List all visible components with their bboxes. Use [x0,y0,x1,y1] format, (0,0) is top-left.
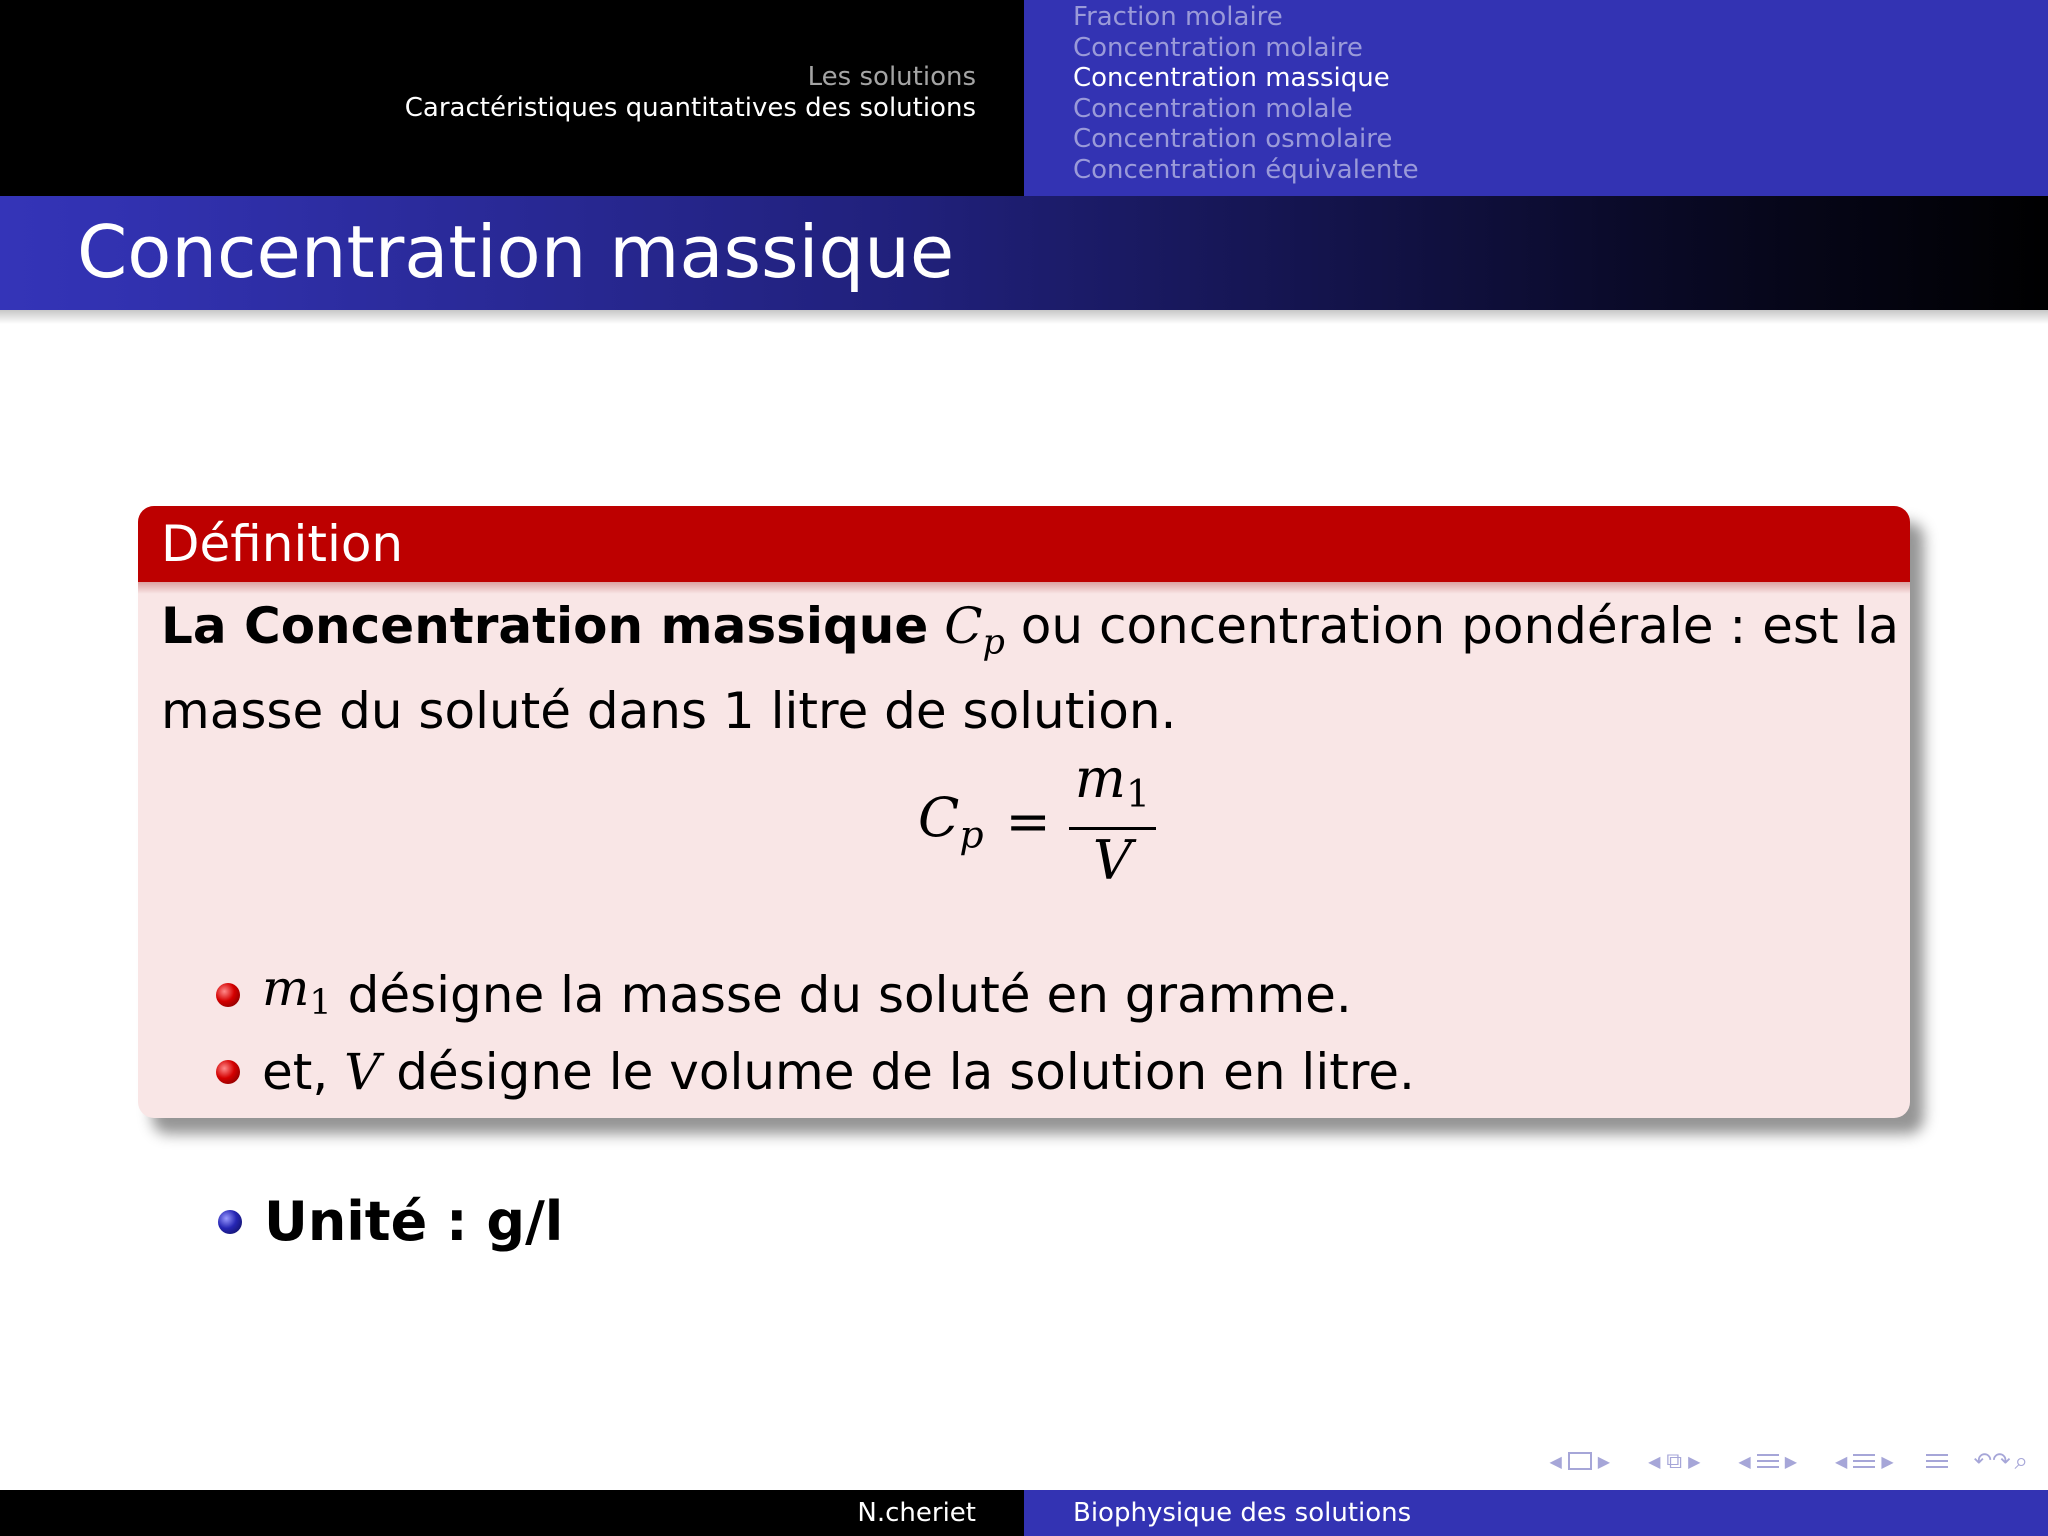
frame-title: Concentration massique [77,210,955,294]
header-left [0,0,1024,196]
nav-item-concentration-equivalente[interactable]: Concentration équivalente [1073,154,1419,185]
nav-prev-slide-icon[interactable]: ◀ [1648,1451,1661,1471]
nav-prev-section-icon[interactable]: ◀ [1835,1451,1848,1471]
nav-item-concentration-massique[interactable]: Concentration massique [1073,63,1390,93]
footer-left [0,1490,1024,1536]
nav-item-concentration-osmolaire[interactable]: Concentration osmolaire [1073,124,1393,154]
nav-item-fraction-molaire[interactable]: Fraction molaire [1073,2,1283,32]
bullet-text: désigne le volume de la solution en litre. [396,1043,1415,1101]
bullet-text: désigne la masse du soluté en gramme. [347,966,1352,1025]
nav-document-group [1926,1450,1948,1472]
bullet-ball-icon [216,983,240,1007]
footer-right [1024,1490,2048,1536]
footer-author: N.cheriet [857,1498,976,1528]
definition-term: La Concentration massique [161,597,929,655]
nav-document-icon[interactable] [1926,1450,1948,1472]
nav-section-icon[interactable] [1853,1450,1875,1472]
equation-equals: = [1005,789,1051,853]
subsection-nav [1073,2,1419,185]
unit-text: Unité : g/l [264,1190,564,1253]
nav-frame-group [1543,1452,1616,1471]
nav-next-subsection-icon[interactable]: ▶ [1784,1451,1798,1471]
symbol-cp-main: C [944,597,983,655]
nav-back-icon[interactable]: ↶ [1973,1448,1993,1474]
nav-next-slide-icon[interactable]: ▶ [1688,1451,1701,1471]
nav-prev-subsection-icon[interactable]: ◀ [1738,1451,1751,1471]
nav-back-group [1974,1447,2028,1475]
unit-item [218,1190,563,1254]
numerator-sub: 1 [1126,771,1151,816]
nav-item-concentration-molaire[interactable]: Concentration molaire [1073,32,1363,63]
nav-frame-icon[interactable] [1568,1452,1592,1470]
list-item [216,958,1352,1033]
equation-lhs-sub: p [959,812,984,857]
bullet-ball-icon [216,1060,240,1084]
section-link[interactable]: Les solutions [807,62,976,92]
definition-title: Définition [161,515,404,573]
nav-next-frame-icon[interactable]: ▶ [1597,1451,1611,1471]
definition-line-1-rest: ou concentration pondérale : est la [1020,597,1899,655]
nav-forward-icon[interactable]: ↷ [1992,1448,2011,1474]
bullet-variable-main: m [262,959,310,1017]
definition-block [138,506,1910,1118]
equation-lhs-main: C [918,785,960,849]
numerator-main: m [1074,747,1126,811]
subsection-link[interactable]: Caractéristiques quantitatives des solutions [404,93,976,123]
nav-slides-icon[interactable]: ⧉ [1666,1448,1683,1474]
navigation-symbols [1517,1446,2028,1476]
definition-bullets [138,506,1910,1118]
header-section-info [405,62,976,124]
nav-next-section-icon[interactable]: ▶ [1881,1451,1894,1471]
nav-slide-group [1642,1449,1706,1474]
bullet-prefix: et, [262,1043,329,1101]
nav-item-concentration-molale[interactable]: Concentration molale [1073,93,1353,124]
nav-prev-frame-icon[interactable]: ◀ [1549,1451,1562,1471]
list-item [216,1042,1415,1102]
bullet-variable-sub: 1 [309,982,332,1023]
bullet-variable: V [344,1043,381,1101]
definition-line-2: masse du soluté dans 1 litre de solution. [161,681,1177,740]
fraction-denominator: V [1092,828,1132,892]
search-icon[interactable]: ⌕ [2014,1447,2028,1475]
symbol-cp-sub: p [982,622,1005,663]
header-right [1024,0,2048,196]
nav-section-group [1829,1450,1900,1472]
bullet-ball-icon [218,1210,242,1234]
footer-title: Biophysique des solutions [1073,1498,1412,1528]
bullet-variable [262,958,332,1033]
nav-subsection-group [1732,1450,1803,1472]
nav-subsection-icon[interactable] [1757,1450,1779,1472]
frame-title-bar [0,196,2048,310]
frame-title-shadow [0,310,2048,324]
